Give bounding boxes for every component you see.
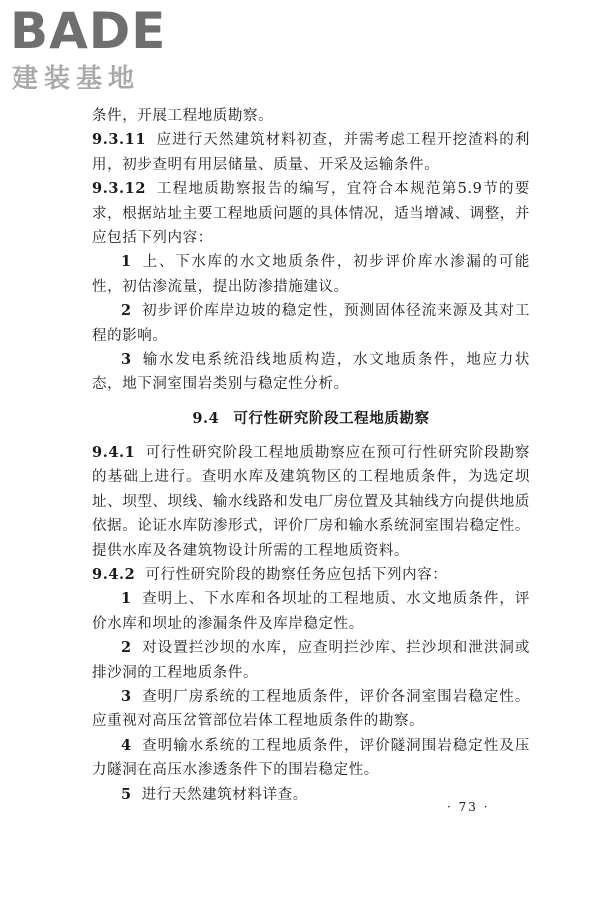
item-number: 2 — [121, 302, 132, 320]
clause-9-3-12 — [92, 177, 530, 250]
item-number: 3 — [121, 351, 132, 369]
list-item — [92, 734, 530, 783]
item-number: 5 — [121, 785, 132, 803]
clause-text: 应进行天然建筑材料初查，并需考虑工程开挖渣料的利用，初步查明有用层储量、质量、开采及运输条件。 — [92, 132, 530, 173]
item-number: 4 — [121, 736, 132, 754]
item-number: 3 — [121, 687, 132, 705]
item-text: 查明上、下水库和各坝址的工程地质、水文地质条件，评价水库和坝址的渗漏条件及库岸稳定性。 — [92, 591, 530, 632]
clause-number: 9.3.12 — [92, 180, 147, 198]
clause-text: 可行性研究阶段的勘察任务应包括下列内容： — [145, 566, 448, 583]
logo-subtitle: 建装基地 — [12, 64, 141, 94]
list-item — [92, 685, 530, 734]
clause-number: 9.4.1 — [92, 443, 136, 461]
list-item — [92, 587, 530, 636]
clause-9-3-11 — [92, 128, 530, 177]
item-number: 1 — [121, 590, 132, 608]
section-heading — [92, 407, 530, 431]
logo-wordmark: BADE — [10, 2, 167, 60]
item-text: 查明输水系统的工程地质条件，评价隧洞围岩稳定性及压力隧洞在高压水渗透条件下的围岩稳定性。 — [92, 737, 530, 779]
item-number: 1 — [121, 253, 132, 271]
page-number: · 73 · — [447, 800, 490, 814]
item-number: 2 — [121, 639, 132, 657]
list-item — [92, 299, 530, 348]
clause-text: 可行性研究阶段工程地质勘察应在预可行性研究阶段勘察的基础上进行。查明水库及建筑物区的工程地质条件，为选定坝址、坝型、坝线、输水线路和发电厂房位置及其轴线方向提供地质依据。论证水库防渗形式，评价厂房和输水系统洞室围岩稳定性。提供水库及各建筑物设计所需的工程地质资料。 — [92, 444, 530, 559]
clause-9-4-1 — [92, 441, 530, 563]
page-body — [92, 104, 530, 807]
item-text: 输水发电系统沿线地质构造，水文地质条件，地应力状态，地下洞室围岩类别与稳定性分析。 — [92, 352, 530, 393]
clause-number: 9.3.11 — [92, 131, 147, 149]
list-item — [92, 348, 530, 397]
list-item — [92, 250, 530, 299]
list-item — [92, 636, 530, 685]
item-text: 初步评价库岸边坡的稳定性，预测固体径流来源及其对工程的影响。 — [92, 303, 530, 344]
clause-text: 工程地质勘察报告的编写，宜符合本规范第5.9节的要求，根据站址主要工程地质问题的具体情况，适当增减、调整，并应包括下列内容： — [92, 181, 530, 247]
item-text: 查明厂房系统的工程地质条件，评价各洞室围岩稳定性。应重视对高压岔管部位岩体工程地质条件的勘察。 — [92, 688, 530, 730]
section-title: 可行性研究阶段工程地质勘察 — [233, 409, 430, 427]
item-text: 上、下水库的水文地质条件，初步评价库水渗漏的可能性，初估渗流量，提出防渗措施建议。 — [92, 254, 530, 295]
continuation-line: 条件，开展工程地质勘察。 — [92, 108, 274, 124]
section-number: 9.4 — [192, 409, 220, 427]
item-text: 对设置拦沙坝的水库，应查明拦沙库、拦沙坝和泄洪洞或排沙洞的工程地质条件。 — [92, 640, 530, 681]
clause-number: 9.4.2 — [92, 565, 136, 583]
item-text: 进行天然建筑材料详查。 — [141, 786, 308, 803]
logo — [10, 4, 180, 99]
clause-9-4-2 — [92, 563, 530, 587]
